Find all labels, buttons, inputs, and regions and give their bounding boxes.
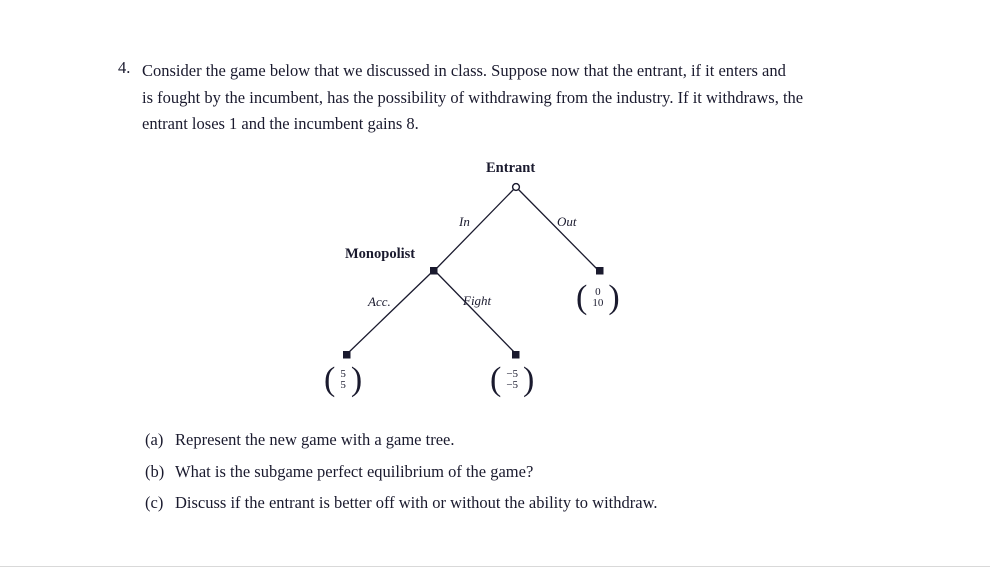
player-label-monopolist: Monopolist [345,246,416,262]
subquestion-item-c [145,493,905,513]
payoff-fight [490,361,535,398]
game-tree-figure [300,155,700,420]
payoff-out [576,279,620,316]
question-text [142,58,898,138]
paren-right: ) [350,361,363,398]
payoff-out-bottom: 10 [592,297,604,310]
payoff-acc-top: 5 [340,367,346,380]
terminal-node-fight [512,351,520,359]
edge-fight [437,273,516,354]
subquestion-text: Discuss if the entrant is better off with or without the ability to withdraw. [175,493,658,512]
page-bottom-divider [0,566,990,567]
payoff-values [587,287,608,310]
question-line-1: Consider the game below that we discussed in class. Suppose now that the entrant, if it enters and [142,61,786,80]
edge-in [434,189,514,271]
action-label-fight: Fight [463,293,492,308]
paren-left: ( [324,361,336,398]
terminal-node-out [596,267,604,275]
action-label-in: In [459,214,470,229]
action-label-out: Out [557,214,577,229]
question-line-3: entrant loses 1 and the incumbent gains 8. [142,114,419,134]
payoff-fight-top: −5 [506,367,519,380]
paren-right: ) [523,361,535,398]
payoff-acc-bottom: 5 [340,379,346,392]
payoff-fight-bottom: −5 [506,379,519,392]
action-label-accommodate: Acc. [368,294,391,309]
subquestion-item-b [145,462,905,482]
subquestion-item-a [145,430,905,450]
subquestion-text: Represent the new game with a game tree. [175,430,455,449]
subquestion-text: What is the subgame perfect equilibrium of the game? [175,461,534,481]
question-line-2: is fought by the incumbent, has the possibility of withdrawing from the industry. If it withdraws, the [142,87,804,107]
subquestion-marker: (c) [145,493,164,512]
edge-out [518,189,599,271]
payoff-values [501,369,523,392]
subquestion-marker: (a) [145,430,164,449]
question-number: 4. [118,58,131,77]
question-block [118,58,898,138]
paren-right: ) [608,279,620,316]
paren-left: ( [576,279,588,316]
edge-accommodate [347,273,431,354]
payoff-out-top: 0 [595,285,601,298]
payoff-accommodate [324,361,363,398]
payoff-values [335,369,351,392]
player-label-entrant: Entrant [486,160,536,176]
terminal-node-accommodate [343,351,351,359]
paren-left: ( [490,361,502,398]
subquestion-marker: (b) [145,461,165,481]
subquestion-list [145,430,905,525]
